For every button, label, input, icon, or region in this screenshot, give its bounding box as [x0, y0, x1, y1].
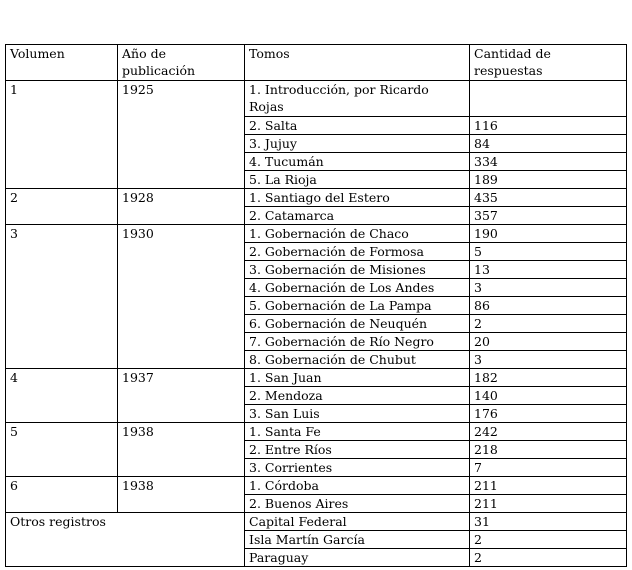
- volumen-cell: 5: [6, 423, 118, 477]
- tomo-cell: 3. Jujuy: [245, 135, 470, 153]
- cantidad-cell: 176: [470, 405, 627, 423]
- table-body: [6, 81, 627, 567]
- cantidad-cell: 7: [470, 459, 627, 477]
- otros-label-cell: Otros registros: [6, 513, 245, 567]
- anio-cell: 1938: [118, 477, 245, 513]
- cantidad-cell: 13: [470, 261, 627, 279]
- table-row: [6, 513, 627, 531]
- cantidad-cell: 211: [470, 495, 627, 513]
- table-row: [6, 189, 627, 207]
- tomo-cell: 1. San Juan: [245, 369, 470, 387]
- cantidad-cell: 5: [470, 243, 627, 261]
- tomo-cell: 2. Entre Ríos: [245, 441, 470, 459]
- volumen-cell: 3: [6, 225, 118, 369]
- anio-cell: 1938: [118, 423, 245, 477]
- tomo-cell: 5. La Rioja: [245, 171, 470, 189]
- tomo-cell: 2. Salta: [245, 117, 470, 135]
- anio-cell: 1925: [118, 81, 245, 189]
- tomo-cell: 1. Santiago del Estero: [245, 189, 470, 207]
- tomo-cell: 1. Santa Fe: [245, 423, 470, 441]
- anio-cell: 1937: [118, 369, 245, 423]
- volumen-cell: 2: [6, 189, 118, 225]
- cantidad-cell: 242: [470, 423, 627, 441]
- volumes-table: [5, 44, 627, 567]
- tomo-cell: 1. Gobernación de Chaco: [245, 225, 470, 243]
- anio-cell: 1930: [118, 225, 245, 369]
- header-anio: Año de publicación: [118, 45, 245, 81]
- tomo-cell: 3. Gobernación de Misiones: [245, 261, 470, 279]
- cantidad-cell: [470, 81, 627, 117]
- tomo-cell: Isla Martín García: [245, 531, 470, 549]
- tomo-cell: 2. Buenos Aires: [245, 495, 470, 513]
- cantidad-cell: 334: [470, 153, 627, 171]
- cantidad-cell: 189: [470, 171, 627, 189]
- cantidad-cell: 435: [470, 189, 627, 207]
- tomo-cell: 1. Introducción, por Ricardo Rojas: [245, 81, 470, 117]
- table-row: [6, 369, 627, 387]
- volumen-cell: 4: [6, 369, 118, 423]
- tomo-cell: 3. Corrientes: [245, 459, 470, 477]
- cantidad-cell: 3: [470, 279, 627, 297]
- cantidad-cell: 182: [470, 369, 627, 387]
- table-row: [6, 225, 627, 243]
- cantidad-cell: 2: [470, 531, 627, 549]
- cantidad-cell: 2: [470, 315, 627, 333]
- volumen-cell: 1: [6, 81, 118, 189]
- tomo-cell: Paraguay: [245, 549, 470, 567]
- tomo-cell: 6. Gobernación de Neuquén: [245, 315, 470, 333]
- tomo-cell: 5. Gobernación de La Pampa: [245, 297, 470, 315]
- cantidad-cell: 20: [470, 333, 627, 351]
- table-row: [6, 81, 627, 117]
- table-row: [6, 423, 627, 441]
- tomo-cell: 2. Mendoza: [245, 387, 470, 405]
- cantidad-cell: 86: [470, 297, 627, 315]
- table-row: [6, 477, 627, 495]
- cantidad-cell: 218: [470, 441, 627, 459]
- cantidad-cell: 116: [470, 117, 627, 135]
- cantidad-cell: 190: [470, 225, 627, 243]
- tomo-cell: 4. Gobernación de Los Andes: [245, 279, 470, 297]
- header-tomos: Tomos: [245, 45, 470, 81]
- tomo-cell: 2. Gobernación de Formosa: [245, 243, 470, 261]
- tomo-cell: 3. San Luis: [245, 405, 470, 423]
- cantidad-cell: 211: [470, 477, 627, 495]
- cantidad-cell: 357: [470, 207, 627, 225]
- header-row: [6, 45, 627, 81]
- volumen-cell: 6: [6, 477, 118, 513]
- cantidad-cell: 3: [470, 351, 627, 369]
- cantidad-cell: 31: [470, 513, 627, 531]
- anio-cell: 1928: [118, 189, 245, 225]
- cantidad-cell: 140: [470, 387, 627, 405]
- header-cantidad: Cantidad de respuestas: [470, 45, 627, 81]
- tomo-cell: Capital Federal: [245, 513, 470, 531]
- tomo-cell: 1. Córdoba: [245, 477, 470, 495]
- header-volumen: Volumen: [6, 45, 118, 81]
- tomo-cell: 7. Gobernación de Río Negro: [245, 333, 470, 351]
- cantidad-cell: 2: [470, 549, 627, 567]
- tomo-cell: 2. Catamarca: [245, 207, 470, 225]
- tomo-cell: 4. Tucumán: [245, 153, 470, 171]
- cantidad-cell: 84: [470, 135, 627, 153]
- tomo-cell: 8. Gobernación de Chubut: [245, 351, 470, 369]
